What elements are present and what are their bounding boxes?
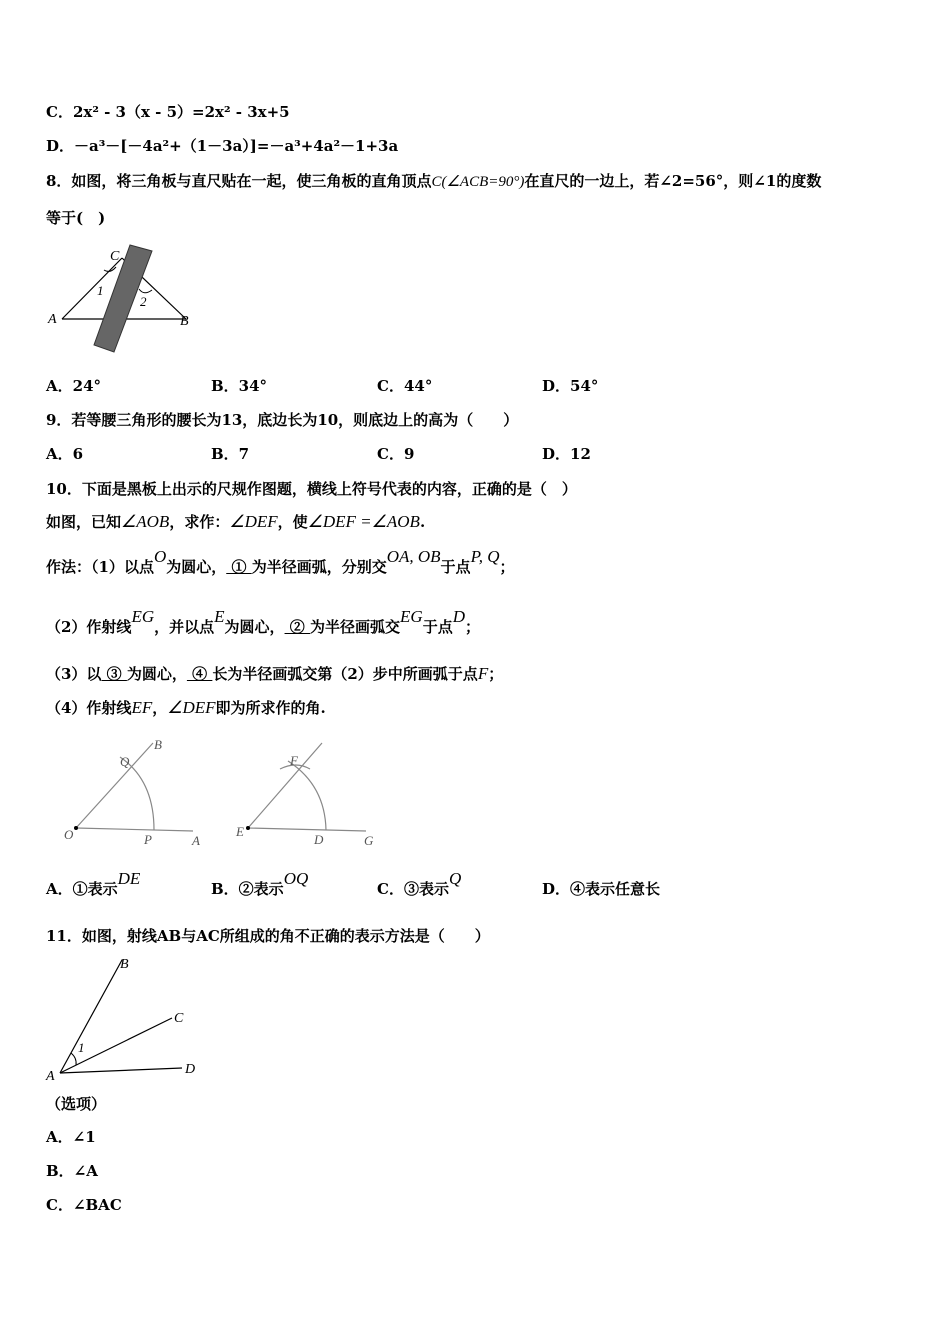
q11-label-c: C	[174, 1011, 184, 1026]
q10-step4: （4）作射线EF，∠DEF即为所求作的角.	[46, 698, 326, 717]
q11-label-d: D	[185, 1062, 196, 1077]
q10-ray-ob	[76, 743, 153, 828]
q10-option-a[interactable]: A．①表示DE	[46, 869, 141, 898]
q8-figure	[40, 240, 210, 355]
q11-ray-ad	[60, 1068, 182, 1073]
q10-option-c[interactable]: C．③表示Q	[377, 869, 462, 898]
q8-option-d[interactable]: D．54°	[542, 377, 599, 395]
q8-label-1: 1	[97, 283, 104, 298]
q10-label-g: G	[364, 833, 374, 848]
q10-label-e: E	[236, 824, 244, 839]
q11-option-b[interactable]: B．∠A	[46, 1162, 98, 1180]
q10-given: 如图，已知∠AOB，求作：∠DEF，使∠DEF =∠AOB.	[46, 512, 426, 531]
q11-option-c[interactable]: C．∠BAC	[46, 1196, 122, 1214]
q11-option-a[interactable]: A．∠1	[46, 1128, 96, 1146]
q8-stem-cont: 等于( )	[46, 209, 106, 227]
q11-angle1-arc	[71, 1053, 76, 1065]
q8-option-c[interactable]: C．44°	[377, 377, 433, 395]
q10-label-p: P	[144, 832, 152, 847]
q8-label-b: B	[180, 314, 189, 329]
q10-point-e	[246, 826, 250, 830]
q10-step1: 作法：（1）以点O为圆心， ① 为半径画弧，分别交OA, OB于点P, Q；	[46, 547, 515, 576]
q11-label-b: B	[120, 957, 129, 972]
q10-option-b[interactable]: B．②表示OQ	[211, 869, 309, 898]
q11-ray-ac	[60, 1018, 172, 1073]
q8-label-2: 2	[140, 294, 147, 309]
q10-arc-df	[288, 761, 326, 830]
q7-option-d: D．－a³－[－4a²+（1－3a）]=－a³+4a²－1+3a	[46, 137, 399, 155]
q10-label-b: B	[154, 737, 162, 752]
q9-option-c[interactable]: C．9	[377, 445, 415, 463]
q11-label-a: A	[46, 1069, 55, 1084]
q8-label-a: A	[48, 312, 57, 327]
q10-step2: （2）作射线EG，并以点E为圆心， ② 为半径画弧交EG于点D；	[46, 607, 480, 636]
q10-figure-1	[58, 735, 218, 853]
q11-choose-label: （选项）	[46, 1095, 107, 1113]
q11-stem: 11．如图，射线AB与AC所组成的角不正确的表示方法是（ ）	[46, 927, 490, 945]
q10-stem: 10．下面是黑板上出示的尺规作图题，横线上符号代表的内容，正确的是（ ）	[46, 480, 577, 498]
q10-label-f: F	[290, 753, 298, 768]
q8-angle2-arc	[139, 289, 152, 293]
q10-option-d[interactable]: D．④表示任意长	[542, 880, 661, 898]
q9-option-b[interactable]: B．7	[211, 445, 250, 463]
q8-angle1-arc	[104, 267, 116, 271]
q11-ray-ab	[60, 960, 122, 1073]
q7-option-c: C．2x² - 3（x - 5）=2x² - 3x+5	[46, 103, 290, 121]
q11-figure	[40, 950, 215, 1085]
q10-label-q: Q	[120, 754, 130, 769]
q8-option-a[interactable]: A．24°	[46, 377, 102, 395]
q10-point-o	[74, 826, 78, 830]
q10-ray-eg	[248, 828, 366, 831]
q10-ray-oa	[76, 828, 193, 831]
q11-label-1: 1	[78, 1040, 85, 1055]
q8-stem: 8．如图，将三角板与直尺贴在一起，使三角板的直角顶点C(∠ACB=90°)在直尺的一边上，若∠2=56°，则∠1的度数	[46, 172, 822, 190]
q8-option-b[interactable]: B．34°	[211, 377, 268, 395]
q10-ray-ef	[248, 743, 322, 828]
q9-option-d[interactable]: D．12	[542, 445, 591, 463]
q9-option-a[interactable]: A．6	[46, 445, 84, 463]
q10-step3: （3）以 ③ 为圆心， ④ 长为半径画弧交第（2）步中所画弧于点F；	[46, 664, 504, 683]
q10-label-a: A	[192, 833, 200, 848]
q10-label-d: D	[314, 832, 324, 847]
q9-stem: 9．若等腰三角形的腰长为13，底边长为10，则底边上的高为（ ）	[46, 411, 519, 429]
q10-label-o: O	[64, 827, 74, 842]
q10-figure-2	[230, 735, 390, 853]
q8-label-c: C	[110, 249, 120, 264]
